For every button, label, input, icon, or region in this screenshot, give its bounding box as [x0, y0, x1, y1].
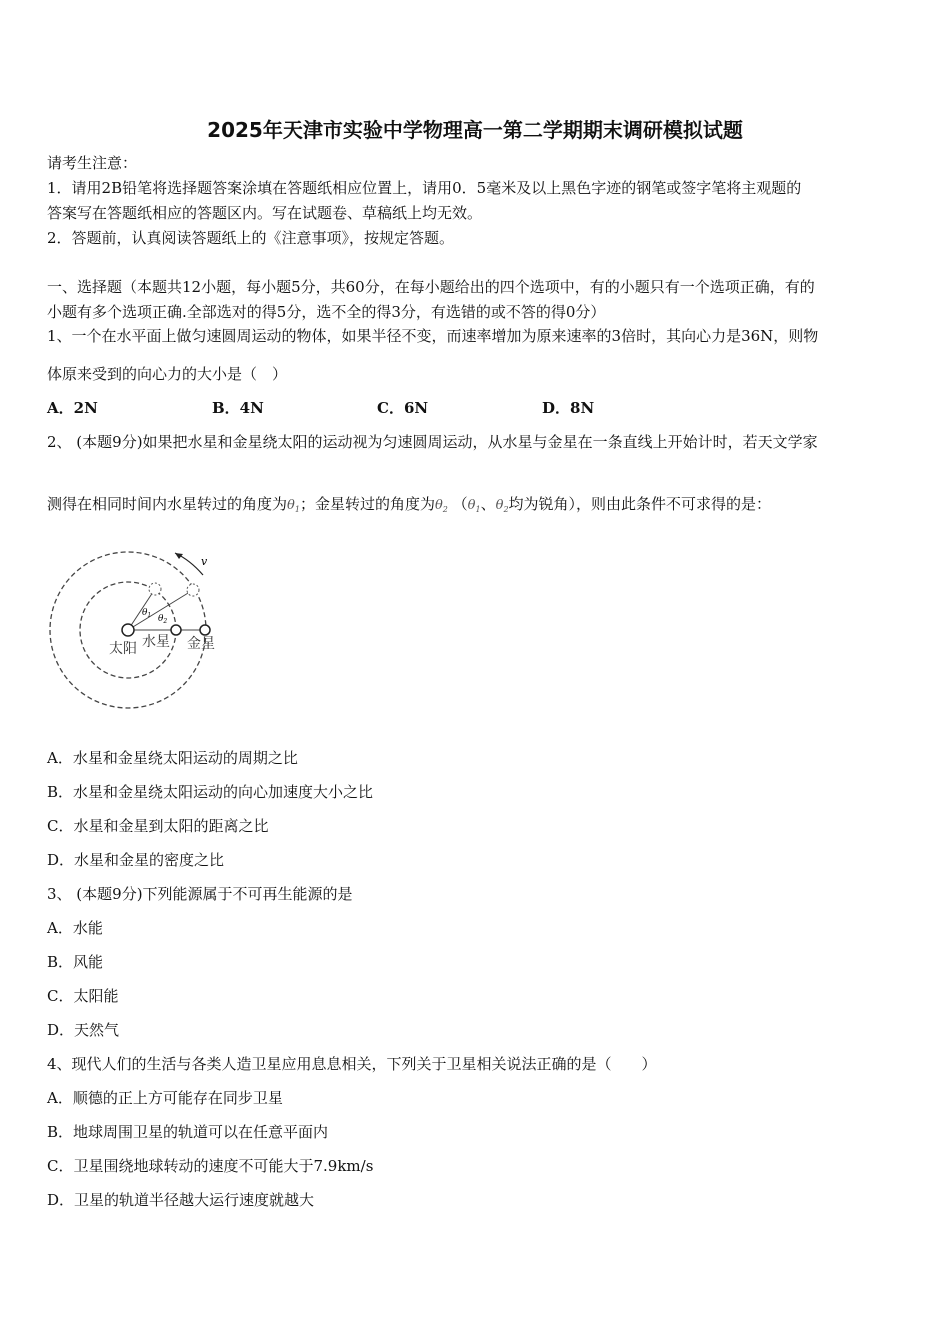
q3-option-d[interactable]: D．天然气 [47, 1021, 120, 1039]
venus-later [187, 584, 199, 596]
q1-stem-2: 体原来受到的向心力的大小是（ ） [47, 365, 288, 383]
theta2-symbol: $\theta_2$ [434, 498, 448, 514]
q1-stem-1: 1、一个在水平面上做匀速圆周运动的物体，如果半径不变，而速率增加为原来速率的3倍时，其向心力是36N，则物 [47, 327, 819, 345]
q4-option-a[interactable]: A．顺德的正上方可能存在同步卫星 [47, 1089, 283, 1107]
q4-option-d[interactable]: D．卫星的轨道半径越大运行速度就越大 [47, 1191, 315, 1209]
q2-option-d[interactable]: D．水星和金星的密度之比 [47, 851, 225, 869]
q3-option-a[interactable]: A．水能 [47, 919, 103, 937]
q2-stem-2d: 、 [480, 495, 496, 513]
orbit-diagram [45, 545, 245, 710]
venus-body [200, 625, 210, 635]
q2-stem-2b: ；金星转过的角度为 [299, 495, 435, 513]
q2-stem-2 [47, 494, 771, 520]
q2-stem-2a: 测得在相同时间内水星转过的角度为 [47, 495, 288, 513]
venus-label: 金星 [187, 636, 215, 652]
notice-line-2: 答案写在答题纸相应的答题区内。写在试题卷、草稿纸上均无效。 [47, 204, 483, 222]
q4-stem: 4、现代人们的生活与各类人造卫星应用息息相关，下列关于卫星相关说法正确的是（ ） [47, 1055, 657, 1073]
q4-option-c[interactable]: C．卫星围绕地球转动的速度不可能大于7.9km/s [47, 1157, 374, 1175]
mercury-later [149, 583, 161, 595]
q3-option-c[interactable]: C．太阳能 [47, 987, 119, 1005]
sun-line-2 [128, 590, 193, 630]
mercury-label: 水星 [142, 634, 170, 650]
q3-stem: 3、 (本题9分)下列能源属于不可再生能源的是 [47, 885, 353, 903]
theta2-label: $\theta_2$ [158, 614, 168, 625]
q2-stem-1: 2、 (本题9分)如果把水星和金星绕太阳的运动视为匀速圆周运动，从水星与金星在一条直线上开始计时，若天文学家 [47, 433, 818, 451]
q4-option-b[interactable]: B．地球周围卫星的轨道可以在任意平面内 [47, 1123, 329, 1141]
notice-heading: 请考生注意： [47, 154, 138, 172]
mercury-body [171, 625, 181, 635]
theta1-symbol-b: $\theta_1$ [467, 498, 481, 514]
page-title: 2025年天津市实验中学物理高一第二学期期末调研模拟试题 [207, 118, 743, 142]
q1-option-d[interactable]: D．8N [542, 399, 595, 417]
q2-option-b[interactable]: B．水星和金星绕太阳运动的向心加速度大小之比 [47, 783, 374, 801]
section-intro-1: 一、选择题（本题共12小题，每小题5分，共60分，在每小题给出的四个选项中，有的小题只有一个选项正确，有的 [47, 278, 815, 296]
q1-option-c[interactable]: C．6N [377, 399, 429, 417]
notice-line-3: 2．答题前，认真阅读答题纸上的《注意事项》，按规定答题。 [47, 229, 455, 247]
q2-option-a[interactable]: A．水星和金星绕太阳运动的周期之比 [47, 749, 298, 767]
theta2-symbol-b: $\theta_2$ [495, 498, 509, 514]
theta1-label: $\theta_1$ [142, 608, 152, 619]
section-intro-2: 小题有多个选项正确.全部选对的得5分，选不全的得3分，有选错的或不答的得0分） [47, 303, 606, 321]
q3-option-b[interactable]: B．风能 [47, 953, 104, 971]
theta1-symbol: $\theta_1$ [287, 498, 300, 514]
q2-stem-2e: 均为锐角），则由此条件不可求得的是： [508, 495, 772, 513]
q1-option-a[interactable]: A．2N [47, 399, 98, 417]
q2-option-c[interactable]: C．水星和金星到太阳的距离之比 [47, 817, 269, 835]
notice-line-1: 1．请用2B铅笔将选择题答案涂填在答题纸相应位置上，请用0．5毫米及以上黑色字迹的钢笔或签字笔将主观题的 [47, 179, 802, 197]
q2-stem-2c: （ [452, 495, 468, 513]
sun-body [122, 624, 134, 636]
velocity-label: v [201, 555, 208, 568]
q1-option-b[interactable]: B．4N [212, 399, 264, 417]
sun-label: 太阳 [109, 641, 137, 657]
